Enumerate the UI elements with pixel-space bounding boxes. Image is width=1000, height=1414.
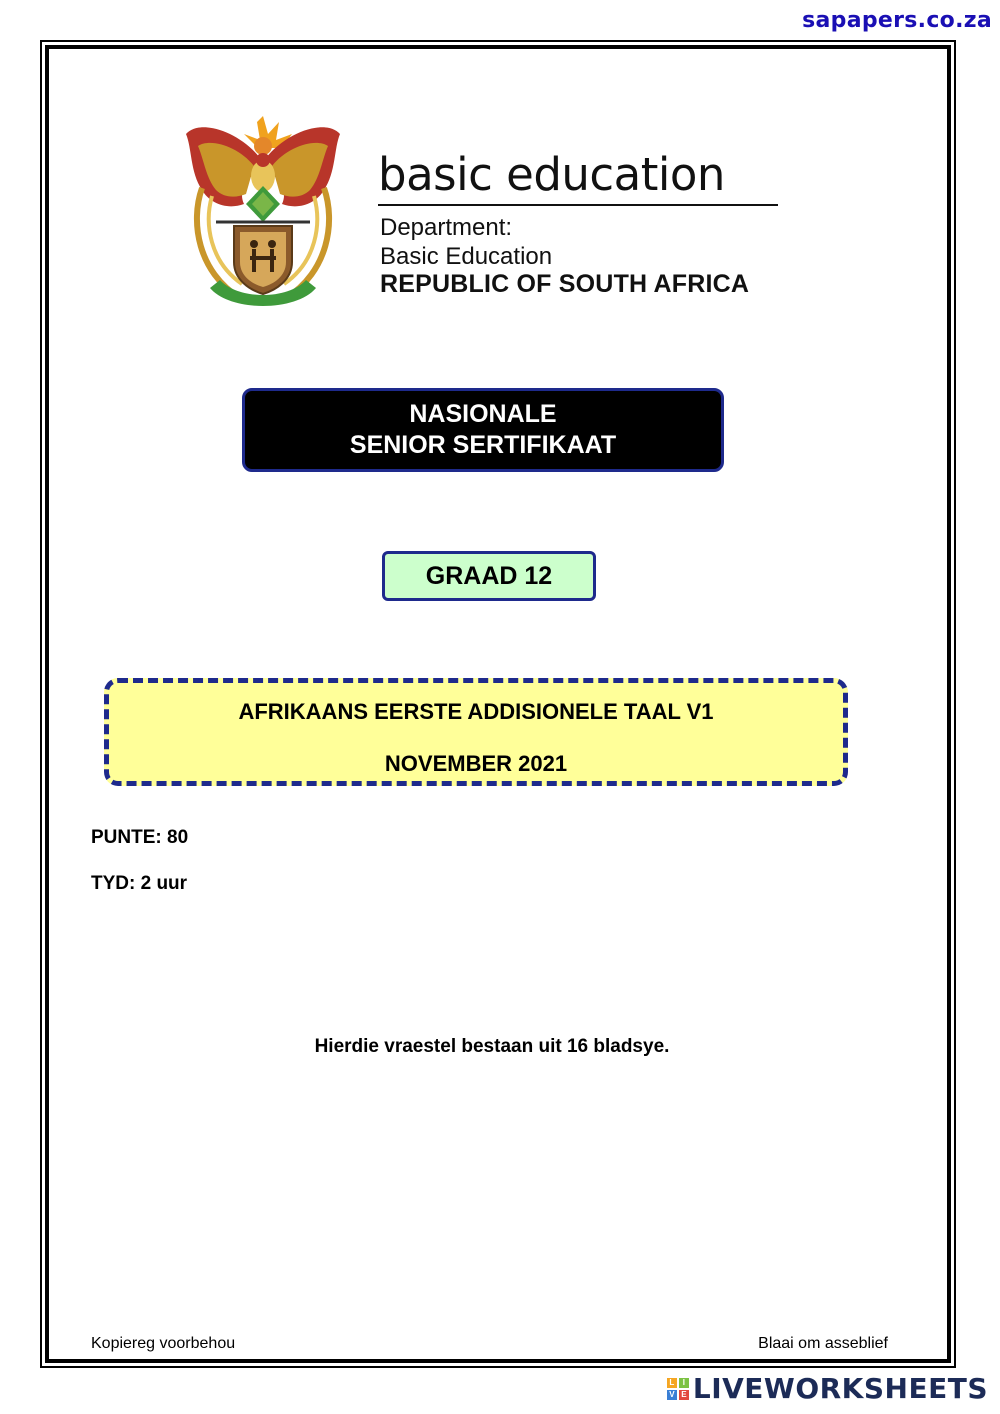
page-count-note: Hierdie vraestel bestaan uit 16 bladsye.: [314, 1036, 670, 1057]
brand-title: basic education: [378, 148, 725, 201]
liveworksheets-grid-icon: [667, 1378, 689, 1400]
exam-session: NOVEMBER 2021: [384, 751, 568, 776]
coat-of-arms-icon: [180, 112, 346, 316]
logo-letter: L: [667, 1378, 677, 1388]
liveworksheets-brand: LIVEWORKSHEETS: [692, 1372, 988, 1405]
logo-letter: E: [679, 1390, 689, 1400]
time-info: TYD: 2 uur: [91, 873, 188, 894]
subject-title: AFRIKAANS EERSTE ADDISIONELE TAAL V1: [238, 699, 714, 724]
turn-over-notice: Blaai om asseblief: [758, 1335, 888, 1352]
department-name: Basic Education: [380, 243, 553, 270]
department-label: Department:: [380, 214, 513, 241]
certificate-line-1: NASIONALE: [409, 400, 557, 428]
logo-letter: I: [679, 1378, 689, 1388]
marks-info: PUNTE: 80: [91, 827, 189, 848]
watermark-site[interactable]: sapapers.co.za: [802, 8, 992, 33]
copyright-notice: Kopiereg voorbehou: [91, 1335, 236, 1352]
logo-letter: V: [667, 1390, 677, 1400]
certificate-line-2: SENIOR SERTIFIKAAT: [349, 431, 617, 459]
certificate-banner: [242, 388, 724, 472]
subject-panel: [104, 678, 848, 786]
liveworksheets-logo[interactable]: [667, 1372, 988, 1405]
brand-divider: [378, 204, 778, 206]
republic-heading: REPUBLIC OF SOUTH AFRICA: [380, 270, 750, 298]
grade-badge: GRAAD 12: [382, 551, 596, 601]
